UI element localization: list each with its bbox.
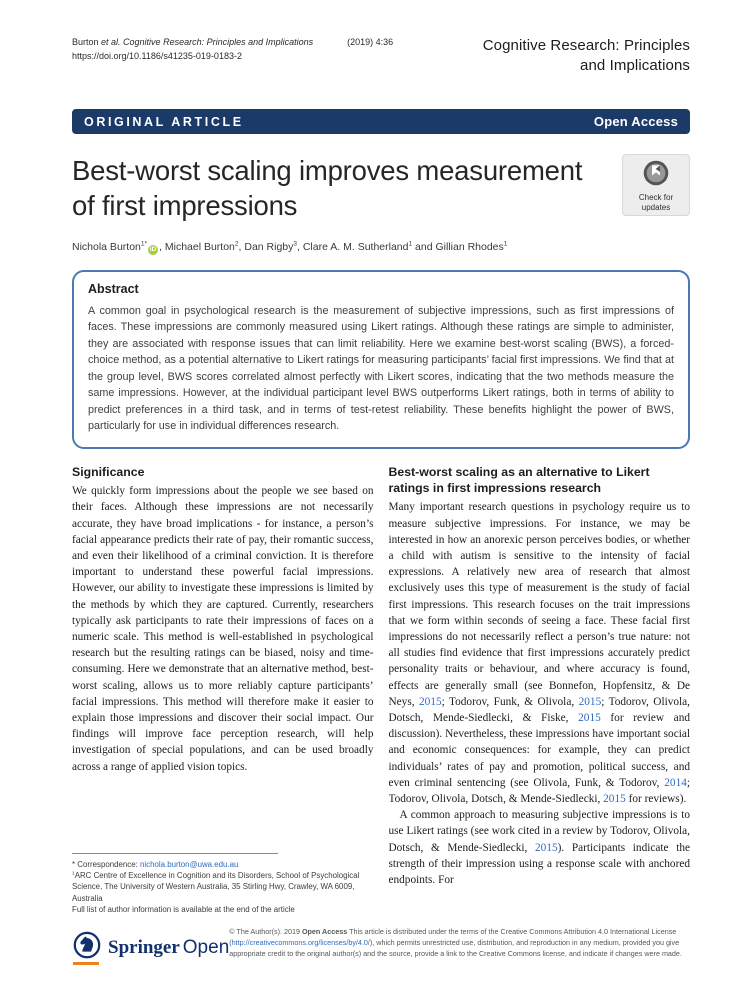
author-names-lead (72, 241, 147, 253)
springer-knight-icon (72, 931, 102, 965)
page-footer (72, 927, 690, 965)
author-names-rest (159, 241, 507, 253)
correspondence-footnote (72, 853, 374, 917)
text-segment: for reviews). (625, 793, 687, 806)
author-info-note: Full list of author information is available at the end of the article (72, 904, 295, 914)
inline-link[interactable]: 2015 (578, 712, 601, 725)
inline-link[interactable]: 2014 (664, 776, 687, 789)
page-header (72, 36, 690, 75)
right-column (389, 464, 691, 917)
text-segment: ). Participants indicate the strength of their impression using a response scale with anchored endpoints. For (388, 841, 690, 887)
orcid-icon[interactable]: iD (149, 245, 157, 253)
text-segment: Many important research questions in psychology require us to measure subjective impressions. For instance, we may be interested in how an anorexic person perceives bodies, or whether a child with autism is sensitive to the intensity of facial expressions. A relatively new area of research that almost exclusively uses this type of measurement is the study of facial first impressions. This research focuses on the trait impressions that we form within seconds of seeing a face. These facial first impressions do not necessarily reflect a person’s true nature: not all studies find evidence that first impressions accurately predict personality traits or behaviour, and where accuracy is found, effects are generally small (see Bonnefon, Hopfensitz, & De Neys, (388, 501, 690, 708)
footnote-divider (72, 853, 278, 854)
text-segment: * Correspondence: (72, 859, 140, 869)
text-segment: 1 (72, 871, 75, 877)
bws-paragraph-2 (389, 807, 691, 888)
article-title: Best-worst scaling improves measurement of first impressions (72, 155, 583, 221)
text-segment: ; Todorov, Funk, & Olivola, (441, 695, 579, 708)
left-column (72, 464, 374, 917)
text-segment: , Michael Burton (159, 240, 235, 253)
significance-heading: Significance (72, 464, 145, 479)
springer-open-logo (72, 927, 229, 965)
check-badge-label: Check for updates (638, 193, 674, 212)
inline-link[interactable]: nichola.burton@uwa.edu.au (140, 859, 239, 869)
text-segment: 2 (234, 240, 239, 248)
inline-link[interactable]: 2015 (419, 695, 442, 708)
correspondence-line (72, 859, 374, 870)
inline-link[interactable]: 2015 (603, 793, 626, 806)
article-type-label: ORIGINAL ARTICLE (84, 114, 244, 129)
article-type-banner (72, 109, 690, 134)
author-list (72, 241, 690, 255)
text-segment: ; Todorov, Olivola, Dotsch, & Mende-Siedlecki, (388, 776, 690, 806)
citation-text (72, 37, 313, 47)
inline-link[interactable]: 2015 (578, 695, 602, 708)
check-for-updates-button[interactable] (622, 154, 690, 216)
text-segment: Burton (72, 37, 102, 47)
text-segment: 1 (503, 240, 508, 248)
citation-block (72, 36, 393, 64)
text-segment: 3 (293, 240, 298, 248)
text-segment: et al. Cognitive Research: Principles and Implications (101, 37, 314, 47)
springer-open-wordmark: Springer Open (108, 936, 230, 958)
bws-paragraph-1 (389, 499, 691, 807)
text-segment: Nichola Burton (72, 240, 141, 253)
abstract-text: A common goal in psychological research is the measurement of subjective impressions, such as first impressions of faces. These impressions are commonly measured using Likert ratings. Although these ratings are simple to administer, they are associated with response issues that can limit reliability. Here we examine best-worst scaling (BWS), a forced-choice method, as a potential alternative to Likert ratings for measuring participants’ facial first impressions. We find that at the group level, BWS scores correlated almost perfectly with Likert scores, indicating that the two methods measure the same impressions. However, at the individual participant level BWS outperforms Likert ratings, both in terms of ability to predict preferences in a third task, and in terms of test-retest reliability. These benefits highlight the power of BWS, particularly for use in individual differences research. (88, 304, 674, 433)
crossmark-icon (643, 173, 669, 190)
text-segment: ARC Centre of Excellence in Cognition and its Disorders, School of Psychological Science, The University of Western Australia, 35 Stirling Hwy, Crawley, WA 6009, Australia (72, 871, 360, 903)
text-segment: Open Access (301, 926, 348, 936)
significance-text: We quickly form impressions about the people we see based on their faces. Although these impressions are not necessarily accurate, they have broad implications - for instance, a person’s facial appearance predicts their rate of pay, their romantic success, and even their likelihood of a criminal conviction. It is therefore important to understand these powerful facial impressions. However, our ability to investigate these impressions is limited by the methods by which they are captured. Currently, researchers typically ask participants to rate their impressions of faces on a numeric scale. This method is well-established in psychological research but the resulting ratings can be biased, noisy and time-consuming. Here we demonstrate that an alternative method, best-worst scaling, allows us to more reliably capture participants’ facial impressions. This method will therefore make it easier to explain those impressions and discover their social impact. Our findings will improve face perception research, will help investigation of special populations, and can be used broadly across a range of applied vision topics. (72, 485, 374, 773)
text-segment: for review and discussion). Nevertheless, these impressions have important social and economic consequences: for example, they can predict individuals’ rates of pay and promotion, political success, and even criminal sentencing (see Olivola, Funk, & Todorov, (388, 712, 690, 789)
citation-line (72, 36, 393, 50)
text-segment: , Dan Rigby (238, 240, 294, 253)
text-segment: © The Author(s). 2019 (229, 926, 302, 936)
abstract-box (72, 270, 690, 449)
doi-text: https://doi.org/10.1186/s41235-019-0183-2 (72, 50, 242, 61)
abstract-heading: Abstract (88, 281, 139, 296)
logo-accent-bar (73, 962, 99, 965)
journal-name: Cognitive Research: Principles and Implications (482, 37, 690, 74)
text-segment: and Gillian Rhodes (412, 240, 504, 253)
body-columns (72, 464, 690, 917)
text-segment: A common approach to measuring subjective impressions is to use Likert ratings (see work cited in a review by Todorov, Olivola, Dotsch, & Mende-Siedlecki, (388, 809, 690, 854)
text-segment: 1* (140, 240, 148, 248)
affiliation-line (72, 870, 374, 904)
inline-link[interactable]: 2015 (535, 841, 558, 854)
text-segment: ; Todorov, Olivola, Dotsch, Mende-Siedlecki, & Fiske, (388, 695, 690, 725)
open-access-badge: Open Access (593, 114, 678, 129)
license-text (229, 927, 690, 959)
title-row (72, 154, 690, 224)
text-segment: 1 (408, 240, 413, 248)
volume-issue: (2019) 4:36 (347, 37, 394, 47)
inline-link[interactable]: http://creativecommons.org/licenses/by/4.0/ (231, 937, 370, 947)
text-segment: This article is distributed under the terms of the Creative Commons Attribution 4.0 International License ( (229, 926, 677, 947)
text-segment: , Clare A. M. Sutherland (297, 240, 409, 253)
bws-section-heading: Best-worst scaling as an alternative to Likert ratings in first impressions research (388, 464, 650, 496)
text-segment: ), which permits unrestricted use, distribution, and reproduction in any medium, provided you give appropriate credit to the original author(s) and the source, provide a link to the Creative Commons license, and indicate if changes were made. (229, 937, 682, 958)
